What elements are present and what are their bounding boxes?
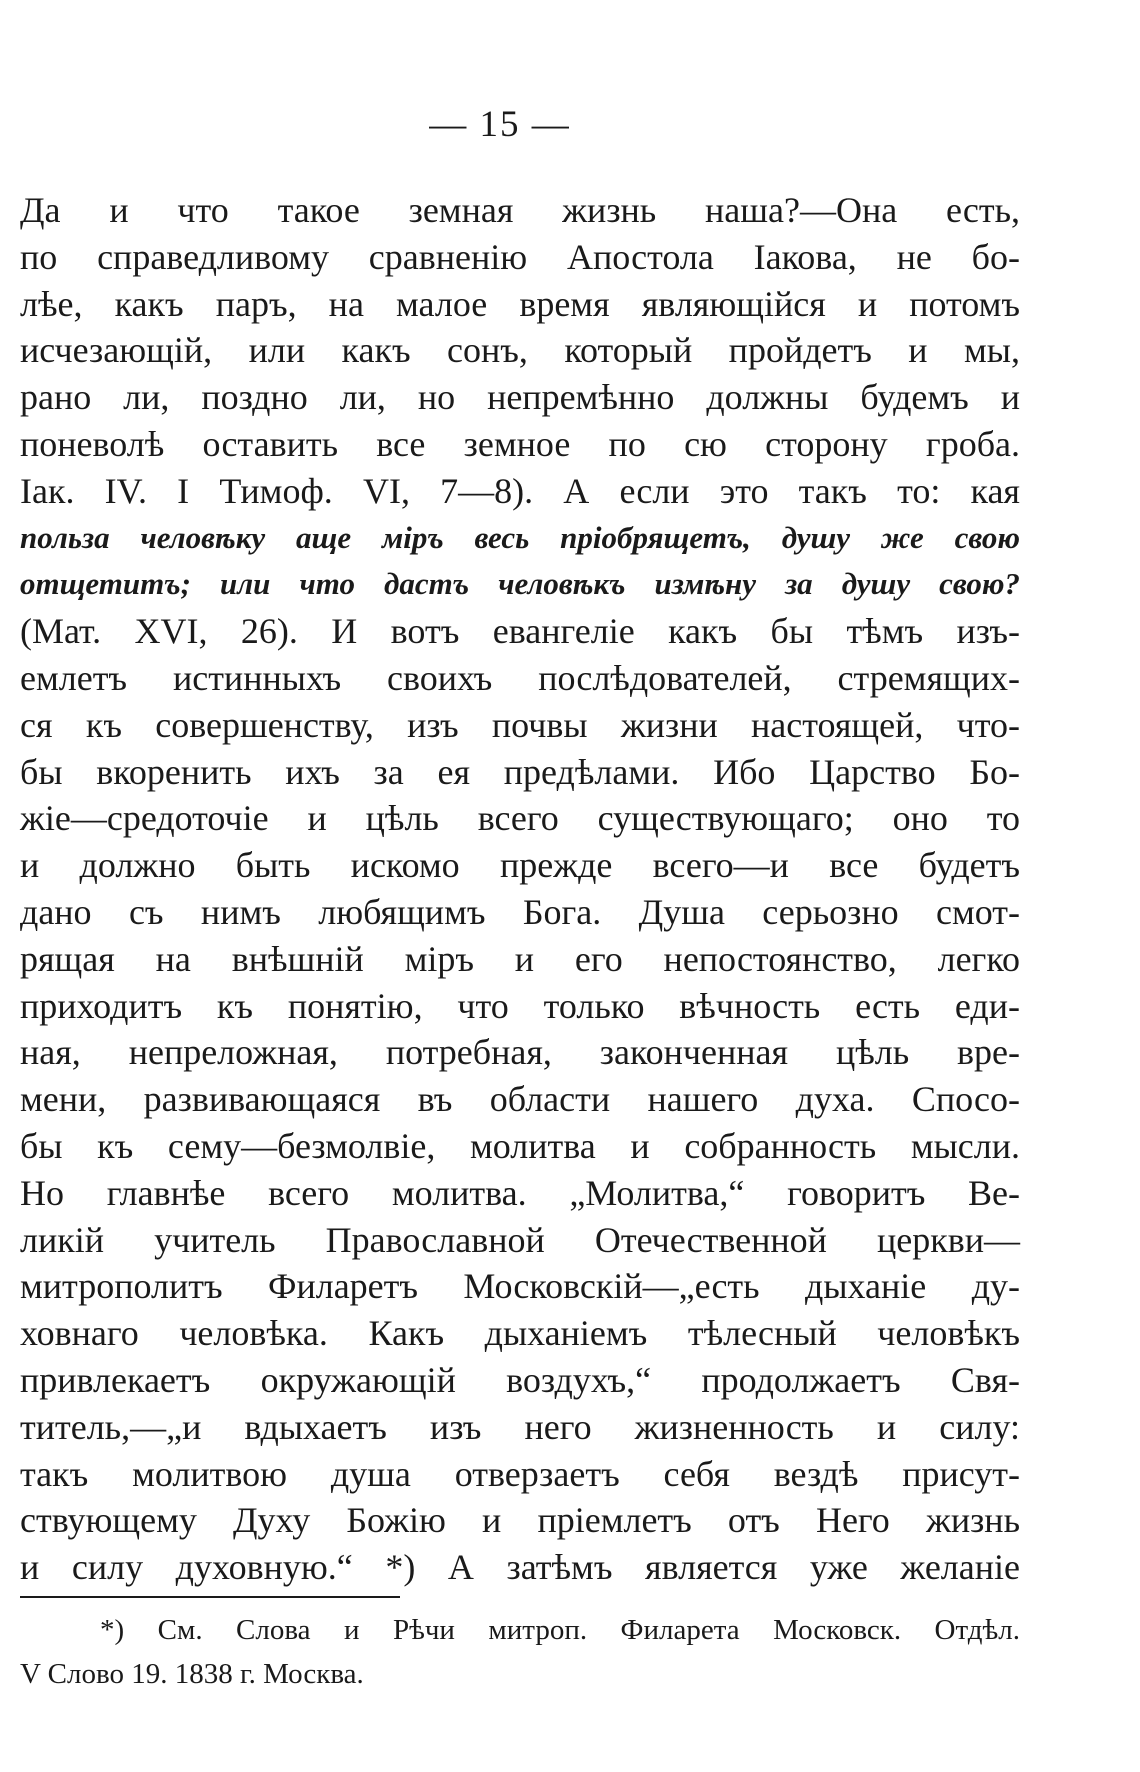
- page-number: — 15 —: [429, 104, 571, 145]
- text-line: Но главнѣе всего молитва. „Молитва,“ говоритъ Ве-: [20, 1172, 1020, 1213]
- text-line-italic: отщетитъ; или что дастъ человѣкъ измѣну за душу свою?: [20, 566, 1020, 602]
- text-line: привлекаетъ окружающій воздухъ,“ продолжаетъ Свя-: [20, 1359, 1020, 1400]
- text-line: исчезающій, или какъ сонъ, который пройдетъ и мы,: [20, 330, 1020, 371]
- text-line: мени, развивающаяся въ области нашего духа. Спосо-: [20, 1079, 1020, 1120]
- text-line-italic: польза человѣку аще міръ весь пріобрящетъ, душу же свою: [20, 519, 1020, 555]
- text-line: Да и что такое земная жизнь наша?—Она есть,: [20, 190, 1020, 230]
- text-line: емлетъ истинныхъ своихъ послѣдователей, стремящих-: [20, 657, 1020, 698]
- text-line: ликій учитель Православной Отечественной церкви—: [20, 1219, 1020, 1260]
- text-line: рано ли, поздно ли, но непремѣнно должны будемъ и: [20, 377, 1020, 418]
- footnote: [20, 1608, 1020, 1696]
- text-line: лѣе, какъ паръ, на малое время являющійся и потомъ: [20, 283, 1020, 324]
- body-text: [20, 187, 1020, 1591]
- text-line: (Мат. XVI, 26). И вотъ евангеліе какъ бы тѣмъ изъ-: [20, 611, 1020, 652]
- text-line: титель,—„и вдыхаетъ изъ него жизненность и силу:: [20, 1406, 1020, 1447]
- text-line: и силу духовную.“ *) А затѣмъ является уже желаніе: [20, 1547, 1020, 1588]
- text-line: жіе—средоточіе и цѣль всего существующаго; оно то: [20, 798, 1020, 839]
- text-line: приходитъ къ понятію, что только вѣчность есть еди-: [20, 985, 1020, 1026]
- text-line: Іак. IV. I Тимоф. VI, 7—8). А если это такъ то: кая: [20, 470, 1020, 511]
- text-line: такъ молитвою душа отверзаетъ себя вездѣ присут-: [20, 1453, 1020, 1494]
- text-line: ся къ совершенству, изъ почвы жизни настоящей, что-: [20, 704, 1020, 745]
- text-line: ствующему Духу Божію и пріемлетъ отъ Него жизнь: [20, 1500, 1020, 1541]
- text-line: бы къ сему—безмолвіе, молитва и собранность мысли.: [20, 1125, 1020, 1166]
- footnote-line: *) См. Слова и Рѣчи митроп. Филарета Московск. Отдѣл.: [100, 1614, 1020, 1646]
- text-line: митрополитъ Филаретъ Московскій—„есть дыханіе ду-: [20, 1266, 1020, 1307]
- text-line: по справедливому сравненію Апостола Іакова, не бо-: [20, 236, 1020, 277]
- text-line: поневолѣ оставить все земное по сю сторону гроба.: [20, 423, 1020, 464]
- text-line: рящая на внѣшній міръ и его непостоянство, легко: [20, 938, 1020, 979]
- text-line: ная, непреложная, потребная, законченная цѣль вре-: [20, 1032, 1020, 1073]
- text-line: бы вкоренить ихъ за ея предѣлами. Ибо Царство Бо-: [20, 751, 1020, 792]
- footnote-divider: [20, 1596, 400, 1598]
- text-line: и должно быть искомо прежде всего—и все будетъ: [20, 845, 1020, 886]
- text-line: ховнаго человѣка. Какъ дыханіемъ тѣлесный человѣкъ: [20, 1313, 1020, 1354]
- text-line: дано съ нимъ любящимъ Бога. Душа серьозно смот-: [20, 891, 1020, 932]
- footnote-line: V Слово 19. 1838 г. Москва.: [20, 1658, 364, 1690]
